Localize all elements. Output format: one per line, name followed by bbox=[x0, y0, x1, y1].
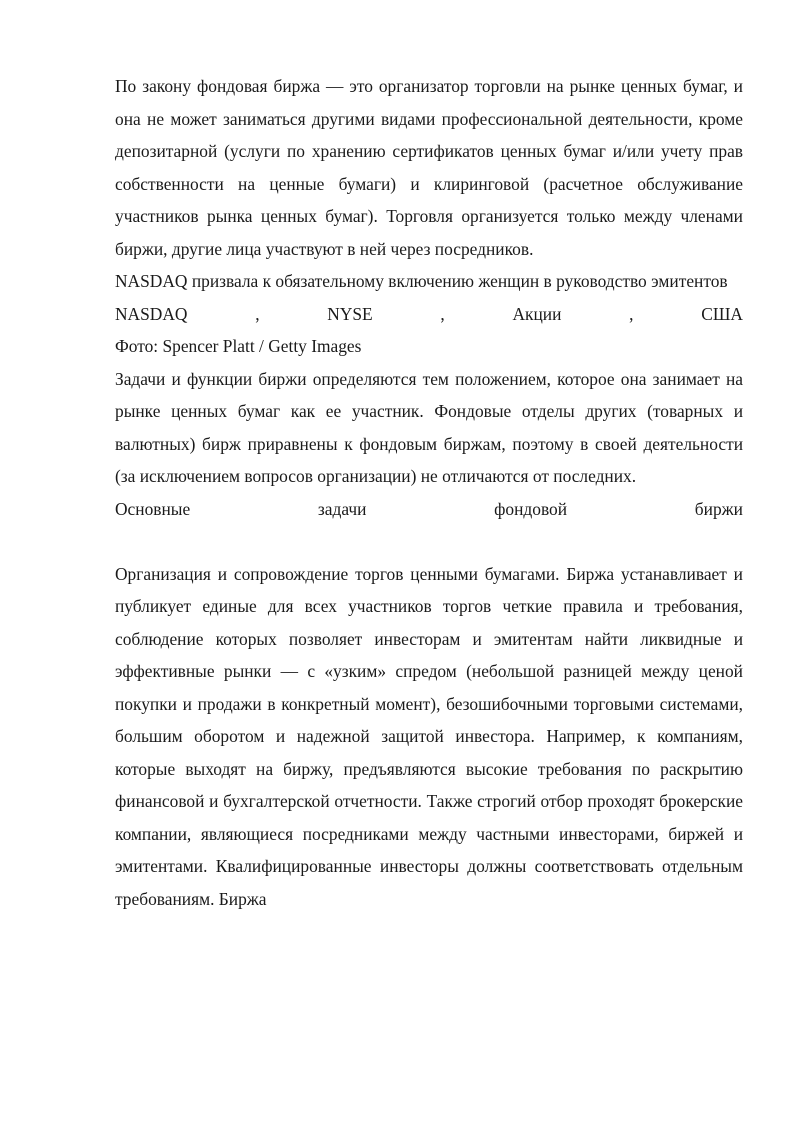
document-body bbox=[115, 70, 743, 915]
tag-nyse: NYSE bbox=[327, 303, 373, 324]
tags-line bbox=[115, 298, 743, 331]
section-heading bbox=[115, 493, 743, 526]
heading-word: Основные bbox=[115, 498, 191, 519]
tag-separator: , bbox=[629, 303, 634, 324]
image-caption: NASDAQ призвала к обязательному включению женщин в руководство эмитентов bbox=[115, 271, 728, 291]
heading-word: биржи bbox=[694, 498, 743, 519]
tag-separator: , bbox=[440, 303, 445, 324]
tag-stocks: Акции bbox=[512, 303, 562, 324]
paragraph-exchange-definition: По закону фондовая биржа — это организатор торговли на рынке ценных бумаг, и она не может заниматься другими видами профессиональной деятельности, кроме депозитарной (услуги по хранению сертификатов ценных бумаг и/или учету прав собственности на ценные бумаги) и клиринговой (расчетное обслуживание участников рынка ценных бумаг). Торговля организуется только между членами биржи, другие лица участвуют в ней через посредников. bbox=[115, 76, 743, 259]
heading-word: задачи bbox=[317, 498, 367, 519]
blank-line bbox=[115, 525, 743, 558]
paragraph-exchange-functions: Задачи и функции биржи определяются тем положением, которое она занимает на рынке ценных бумаг как ее участник. Фондовые отделы других (товарных и валютных) бирж приравнены к фондовым биржам, поэтому в своей деятельности (за исключением вопросов организации) не отличаются от последних. bbox=[115, 368, 743, 486]
tag-nasdaq: NASDAQ bbox=[115, 303, 188, 324]
photo-credit: Фото: Spencer Platt / Getty Images bbox=[115, 336, 362, 356]
paragraph-trading-organization: Организация и сопровождение торгов ценными бумагами. Биржа устанавливает и публикует единые для всех участников торгов четкие правила и требования, соблюдение которых позволяет инвесторам и эмитентам найти ликвидные и эффективные рынки — с «узким» спредом (небольшой разницей между ценой покупки и продажи в конкретный момент), безошибочными торговыми системами, большим оборотом и надежной защитой инвестора. Например, к компаниям, которые выходят на биржу, предъявляются высокие требования по раскрытию финансовой и бухгалтерской отчетности. Также строгий отбор проходят брокерские компании, являющиеся посредниками между частными инвесторами, биржей и эмитентами. Квалифицированные инвесторы должны соответствовать отдельным требованиям. Биржа bbox=[115, 563, 743, 909]
heading-word: фондовой bbox=[494, 498, 568, 519]
tag-separator: , bbox=[255, 303, 260, 324]
tag-usa: США bbox=[701, 303, 743, 324]
